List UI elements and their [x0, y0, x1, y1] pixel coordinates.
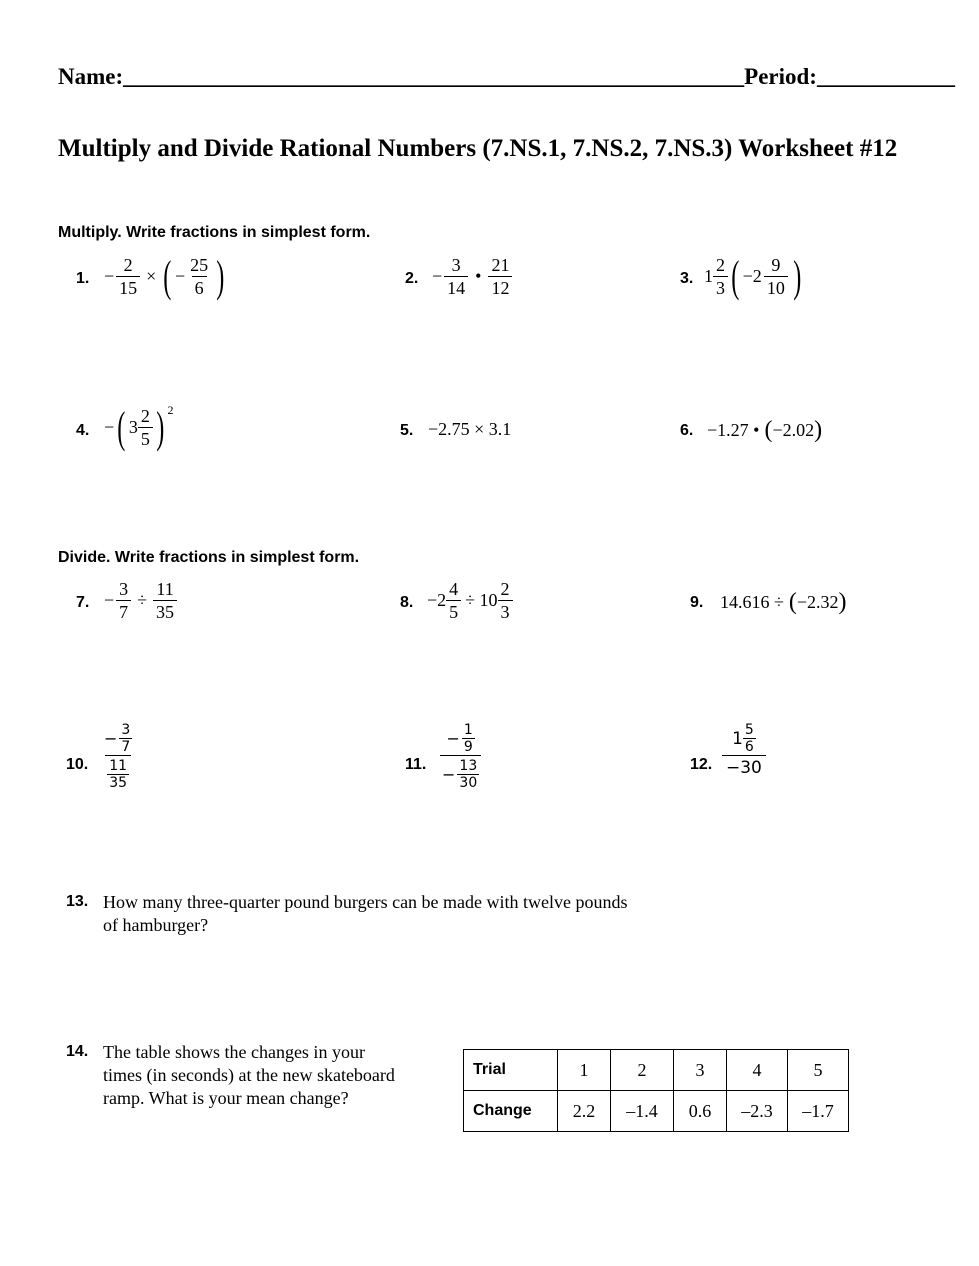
problem-10-expression: − $\frac{3}{7}$ $\frac{11}{35}$	[104, 722, 131, 791]
name-period-line	[58, 64, 955, 90]
problem-5-number: 5.	[400, 422, 414, 439]
problem-1-expression: − $\frac{2}{15}$ × ( − $\frac{25}{6}$ )	[104, 251, 225, 301]
multiply-instruction: Multiply. Write fractions in simplest form.	[58, 224, 371, 241]
table-cell: 2	[611, 1050, 674, 1091]
fraction: $\frac{2}{15}$	[116, 254, 140, 299]
period-field[interactable]: Period:____________	[744, 64, 955, 89]
fraction: $\frac{2}{3}$	[498, 578, 513, 623]
problem-11-number: 11.	[405, 756, 427, 773]
problem-6-number: 6.	[680, 422, 694, 439]
table-cell: 3	[674, 1050, 727, 1091]
problem-3-expression: 1 $\frac{2}{3}$ ( −2 $\frac{9}{10}$ )	[704, 251, 802, 301]
problem-7-number: 7.	[76, 594, 90, 611]
problem-6-expression: −1.27 • ( −2.02 )	[707, 417, 823, 443]
table-cell: –2.3	[727, 1091, 788, 1132]
problem-12-number: 12.	[690, 756, 713, 773]
problem-4-expression: − ( 3 $\frac{2}{5}$ ) 2	[104, 402, 174, 452]
table-cell: 4	[727, 1050, 788, 1091]
fraction: $\frac{9}{10}$	[764, 254, 788, 299]
table-row-label: Trial	[464, 1050, 558, 1091]
fraction: $\frac{4}{5}$	[446, 578, 461, 623]
problem-1-number: 1.	[76, 270, 90, 287]
problem-7-expression: − $\frac{3}{7}$ ÷ $\frac{11}{35}$	[104, 578, 179, 623]
problem-13-number: 13.	[66, 893, 89, 910]
problem-9-expression: 14.616 ÷ ( −2.32 )	[720, 589, 847, 615]
problem-10-number: 10.	[66, 756, 89, 773]
name-field[interactable]: Name:______________________________________________________	[58, 64, 745, 89]
table-cell: 2.2	[558, 1091, 611, 1132]
problem-12-expression: 1 $\frac{5}{6}$ −30	[722, 722, 766, 778]
table-cell: –1.4	[611, 1091, 674, 1132]
problem-14-number: 14.	[66, 1043, 89, 1060]
table-cell: 0.6	[674, 1091, 727, 1132]
fraction: $\frac{21}{12}$	[488, 254, 512, 299]
worksheet-title: Multiply and Divide Rational Numbers (7.NS.1, 7.NS.2, 7.NS.3) Worksheet #12	[58, 135, 898, 162]
table-cell: 5	[788, 1050, 849, 1091]
divide-instruction: Divide. Write fractions in simplest form.	[58, 549, 360, 566]
fraction: $\frac{3}{14}$	[444, 254, 468, 299]
fraction: $\frac{2}{5}$	[138, 405, 153, 450]
fraction: $\frac{2}{3}$	[713, 254, 728, 299]
problem-9-number: 9.	[690, 594, 704, 611]
problem-4-number: 4.	[76, 422, 90, 439]
problem-2-number: 2.	[405, 270, 419, 287]
table-row	[464, 1091, 849, 1132]
problem-8-expression: −2 $\frac{4}{5}$ ÷ 10 $\frac{2}{3}$	[427, 578, 513, 623]
fraction: $\frac{25}{6}$	[190, 255, 209, 298]
problem-11-expression: − $\frac{1}{9}$ − $\frac{13}{30}$	[440, 722, 481, 791]
table-row	[464, 1050, 849, 1091]
table-row-label: Change	[464, 1091, 558, 1132]
problem-13-text: How many three-quarter pound burgers can be made with twelve pounds of hamburger?	[103, 892, 628, 935]
changes-table	[463, 1049, 849, 1132]
problem-2-expression: − $\frac{3}{14}$ • $\frac{21}{12}$	[432, 254, 514, 299]
table-cell: –1.7	[788, 1091, 849, 1132]
problem-14-text: The table shows the changes in your times (in seconds) at the new skateboard ramp. What is your mean change?	[103, 1042, 395, 1108]
fraction: $\frac{3}{7}$	[116, 578, 131, 623]
table-cell: 1	[558, 1050, 611, 1091]
exponent: 2	[167, 403, 174, 417]
problem-3-number: 3.	[680, 270, 694, 287]
fraction: $\frac{11}{35}$	[153, 578, 177, 623]
problem-5-expression: −2.75 × 3.1	[428, 419, 512, 439]
problem-8-number: 8.	[400, 594, 414, 611]
